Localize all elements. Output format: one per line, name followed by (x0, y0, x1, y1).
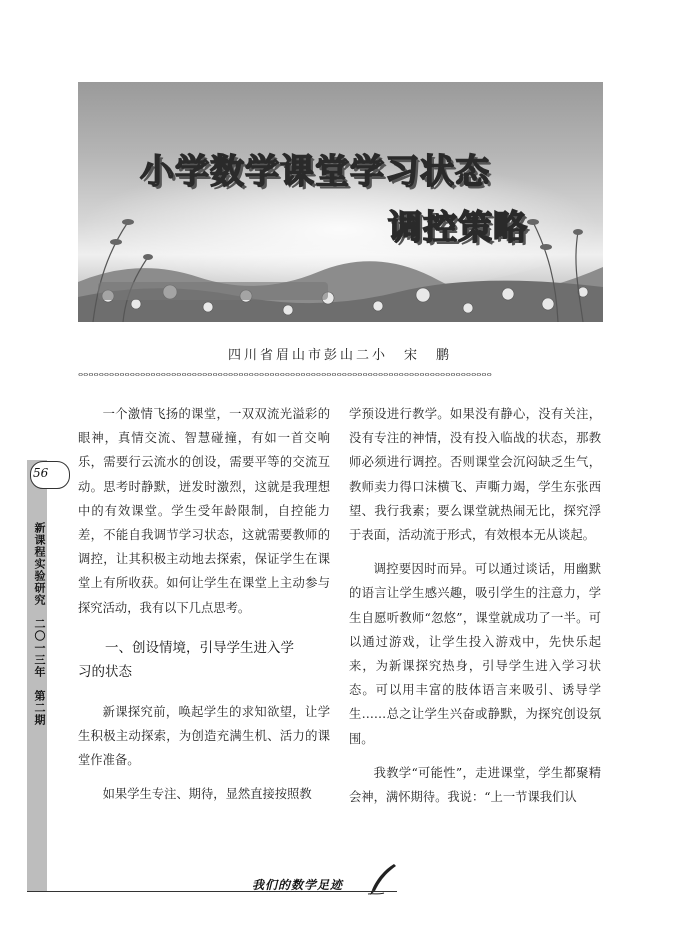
title-line-2: 调控策略 (388, 208, 528, 248)
decorative-divider: ⴰⴰⴰⴰⴰⴰⴰⴰⴰⴰⴰⴰⴰⴰⴰⴰⴰⴰⴰⴰⴰⴰⴰⴰⴰⴰⴰⴰⴰⴰⴰⴰⴰⴰⴰⴰⴰⴰⴰⴰⴰⴰⴰⴰⴰⴰⴰⴰⴰⴰⴰⴰⴰⴰⴰⴰⴰⴰⴰⴰⴰⴰⴰⴰⴰⴰⴰⴰⴰⴰⴰⴰⴰⴰⴰⴰⴰⴰⴰⴰ (78, 370, 492, 378)
title-banner (78, 82, 603, 322)
paragraph-continued: 学预设进行教学。如果没有静心，没有关注，没有专注的神情，没有投入临战的状态，那教师必须进行调控。否则课堂会沉闷缺乏生气，教师卖力得口沫横飞、声嘶力竭，学生东张西望、我行我素；要么课堂就热闹无比，探究浮于表面，活动流于形式，有效根本无从谈起。 (349, 407, 601, 543)
section-heading-1 (78, 636, 330, 684)
author-line: 四川省眉山市彭山二小 宋 鹏 (227, 348, 452, 363)
paragraph-section1-a: 新课探究前，唤起学生的求知欲望，让学生积极主动探索，为创造充满生机、活力的课堂作准备。 (78, 704, 330, 768)
section-heading-1-line-a: 一、创设情境，引导学生进入学 (105, 639, 294, 656)
left-column (78, 402, 330, 807)
title-line-1: 小学数学课堂学习状态 (140, 152, 490, 192)
section-heading-1-line-b: 习的状态 (78, 663, 132, 680)
paragraph-section1-b: 如果学生专注、期待，显然直接按照教 (102, 787, 312, 802)
paragraph-example: 我教学“可能性”，走进课堂，学生都聚精会神，满怀期待。我说：“上一节课我们认 (349, 765, 601, 805)
right-column (349, 402, 601, 809)
paragraph-control: 调控要因时而异。可以通过谈话，用幽默的语言让学生感兴趣，吸引学生的注意力，学生自愿听教师“忽悠”，课堂就成功了一半。可以通过游戏，让学生投入游戏中，先快乐起来，为新课探究热身，引导学生进入学习状态。可以用丰富的肢体语言来吸引、诱导学生……总之让学生兴奋或静默，为探究创设氛围。 (349, 562, 601, 746)
journal-name: 新课程实验研究 二〇一三年 第二期 (33, 522, 46, 726)
quill-pen-icon (366, 862, 398, 896)
footer-caption: 我们的数学足迹 (252, 878, 344, 892)
banner-title (78, 82, 603, 322)
page-number: 56 (33, 466, 49, 480)
paragraph-intro: 一个激情飞扬的课堂，一双双流光溢彩的眼神，真情交流、智慧碰撞，有如一首交响乐，需要行云流水的创设，需要平等的交流互动。思考时静默，迸发时激烈，这就是我理想中的有效课堂。学生受年龄限制，自控能力差，不能自我调节学习状态，这就需要教师的调控，让其积极主动地去探索，保证学生在课堂上有所收获。如何让学生在课堂上主动参与探究活动，我有以下几点思考。 (78, 407, 330, 615)
